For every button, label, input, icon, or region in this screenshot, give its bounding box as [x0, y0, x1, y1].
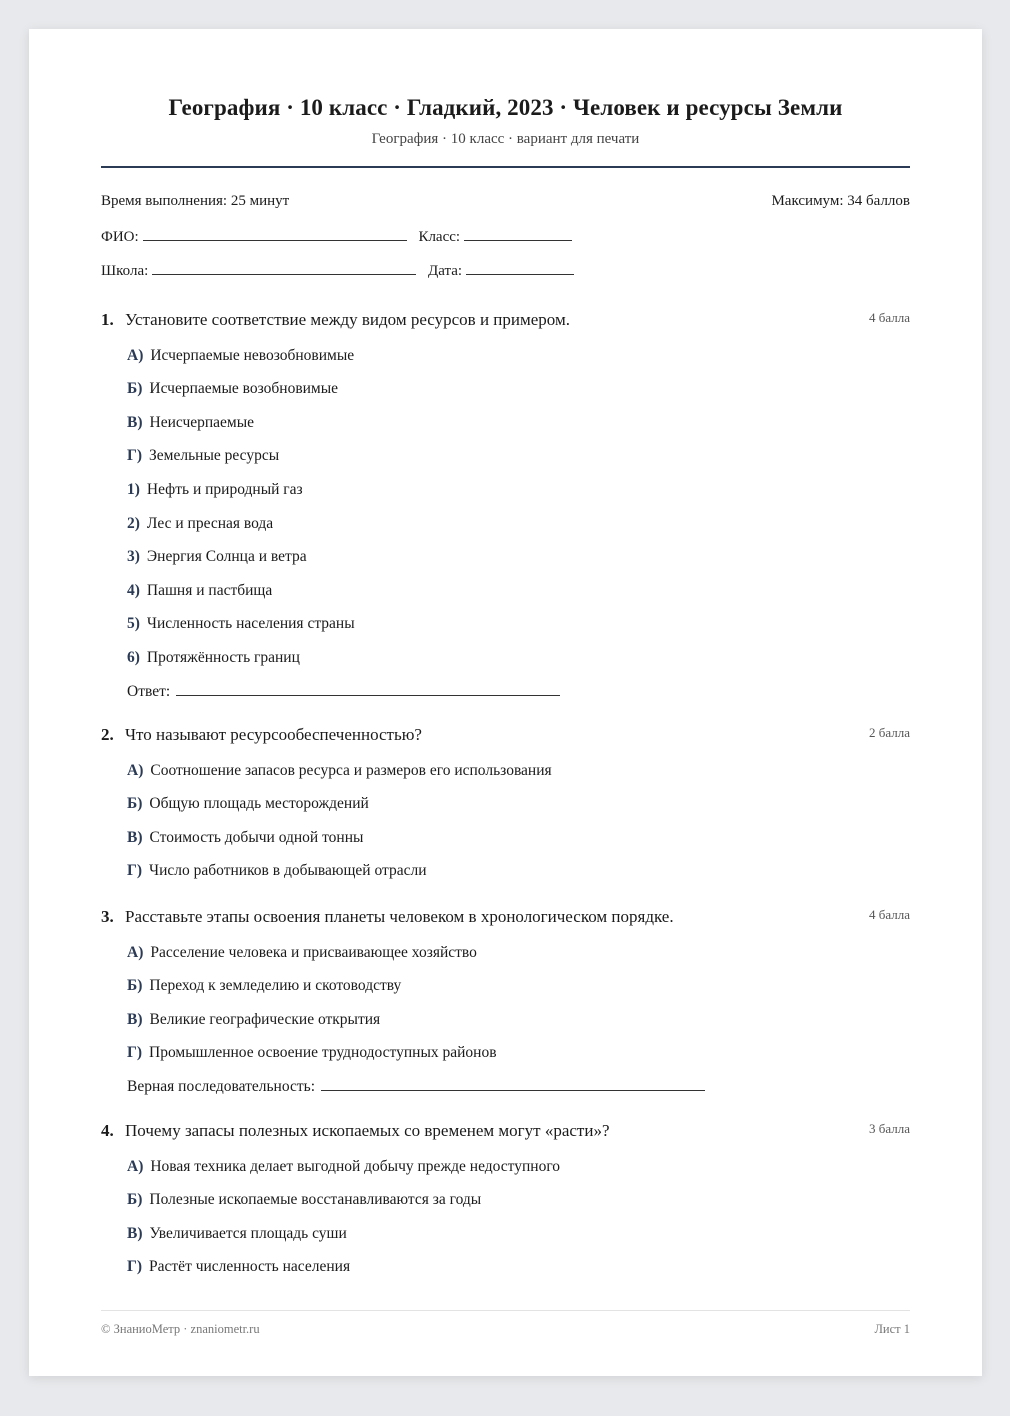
- max-score: Максимум: 34 баллов: [771, 193, 910, 209]
- option-text: Исчерпаемые невозобновимые: [150, 346, 355, 364]
- option-text: Переход к земледелию и скотоводству: [149, 977, 402, 995]
- footer-divider: [101, 1310, 910, 1311]
- option-item: [127, 411, 910, 435]
- question-points: 4 балла: [869, 907, 910, 922]
- copyright: © ЗнаниоМетр · znaniometr.ru: [101, 1322, 260, 1336]
- option-text: Энергия Солнца и ветра: [146, 548, 307, 566]
- option-label: А): [127, 761, 144, 779]
- option-item: [127, 512, 910, 536]
- option-text: Лес и пресная вода: [146, 514, 274, 532]
- page-subtitle: География · 10 класс · вариант для печати: [371, 131, 640, 147]
- option-item: [127, 344, 910, 368]
- question-points: 4 балла: [869, 310, 910, 325]
- option-item: [127, 545, 910, 569]
- option-label: А): [127, 943, 144, 961]
- option-text: Исчерпаемые возобновимые: [149, 380, 339, 398]
- option-item: [127, 646, 910, 670]
- option-text: Общую площадь месторождений: [149, 795, 369, 813]
- option-text: Стоимость добычи одной тонны: [149, 828, 364, 846]
- option-text: Увеличивается площадь суши: [149, 1224, 347, 1242]
- option-label: 5): [127, 615, 140, 633]
- class-field[interactable]: [464, 226, 572, 241]
- answer-label: Верная последовательность:: [127, 1077, 316, 1095]
- option-label: 2): [127, 514, 140, 532]
- question-text: Что называют ресурсообеспеченностью?: [125, 725, 422, 744]
- option-item: [127, 1255, 910, 1279]
- fio-label: ФИО:: [101, 229, 139, 245]
- option-text: Полезные ископаемые восстанавливаются за годы: [149, 1191, 482, 1209]
- option-text: Новая техника делает выгодной добычу прежде недоступного: [150, 1157, 561, 1175]
- option-item: [127, 1188, 910, 1212]
- option-item: [127, 444, 910, 468]
- question-header: [101, 907, 910, 931]
- option-item: [127, 579, 910, 603]
- sheet-number: Лист 1: [874, 1322, 910, 1336]
- option-text: Неисчерпаемые: [149, 413, 255, 431]
- page-title: География · 10 класс · Гладкий, 2023 · Человек и ресурсы Земли: [168, 95, 843, 120]
- option-item: [127, 1041, 910, 1065]
- answer-label: Ответ:: [127, 682, 171, 700]
- fio-field[interactable]: [143, 226, 407, 241]
- option-text: Численность населения страны: [146, 615, 355, 633]
- option-item: [127, 377, 910, 401]
- question-header: [101, 310, 910, 334]
- question-2: [101, 725, 910, 883]
- option-item: [127, 478, 910, 502]
- option-text: Великие географические открытия: [149, 1010, 381, 1028]
- option-text: Земельные ресурсы: [149, 447, 280, 465]
- option-item: [127, 859, 910, 883]
- option-label: В): [127, 413, 143, 431]
- answer-row: [127, 680, 910, 704]
- option-label: 1): [127, 480, 140, 498]
- option-label: Г): [127, 1044, 143, 1062]
- option-item: [127, 941, 910, 965]
- question-points: 2 балла: [869, 725, 910, 740]
- question-header: [101, 1121, 910, 1145]
- option-text: Расселение человека и присваивающее хозяйство: [150, 943, 477, 961]
- option-label: В): [127, 828, 143, 846]
- school-field[interactable]: [152, 260, 416, 275]
- question-number: 3.: [101, 907, 114, 926]
- question-text: Расставьте этапы освоения планеты человеком в хронологическом порядке.: [125, 907, 674, 926]
- option-label: В): [127, 1010, 143, 1028]
- option-item: [127, 1222, 910, 1246]
- question-number: 2.: [101, 725, 114, 744]
- option-text: Пашня и пастбища: [146, 581, 273, 599]
- option-label: Б): [127, 1191, 143, 1209]
- option-text: Промышленное освоение труднодоступных районов: [149, 1044, 497, 1062]
- question-text: Почему запасы полезных ископаемых со временем могут «расти»?: [125, 1121, 610, 1140]
- header-divider: [101, 166, 910, 168]
- time-limit: Время выполнения: 25 минут: [101, 193, 290, 209]
- question-text: Установите соответствие между видом ресурсов и примером.: [125, 310, 570, 329]
- option-label: 3): [127, 548, 140, 566]
- option-item: [127, 1155, 910, 1179]
- option-item: [127, 612, 910, 636]
- answer-field[interactable]: [176, 681, 560, 696]
- question-4: [101, 1121, 910, 1279]
- option-text: Соотношение запасов ресурса и размеров его использования: [150, 761, 552, 779]
- answer-field[interactable]: [321, 1076, 705, 1091]
- option-label: 6): [127, 648, 140, 666]
- option-item: [127, 974, 910, 998]
- student-info-row: [101, 226, 580, 246]
- option-label: 4): [127, 581, 140, 599]
- page-footer: [101, 1322, 910, 1337]
- question-3: [101, 907, 910, 1099]
- question-number: 1.: [101, 310, 114, 329]
- option-label: Г): [127, 862, 143, 880]
- question-1: [101, 310, 910, 704]
- option-label: В): [127, 1224, 143, 1242]
- meta-row: [101, 193, 910, 210]
- option-text: Число работников в добывающей отрасли: [149, 862, 427, 880]
- option-item: [127, 759, 910, 783]
- worksheet-page: [29, 29, 982, 1376]
- question-points: 3 балла: [869, 1121, 910, 1136]
- option-label: Б): [127, 380, 143, 398]
- option-item: [127, 1008, 910, 1032]
- option-label: Б): [127, 977, 143, 995]
- option-label: Г): [127, 447, 143, 465]
- school-label: Школа:: [101, 263, 149, 279]
- class-label: Класс:: [418, 229, 461, 245]
- option-label: А): [127, 1157, 144, 1175]
- date-field[interactable]: [466, 260, 574, 275]
- option-text: Растёт численность населения: [149, 1258, 351, 1276]
- date-label: Дата:: [428, 263, 463, 279]
- option-text: Протяжённость границ: [146, 648, 300, 666]
- option-text: Нефть и природный газ: [146, 480, 303, 498]
- school-info-row: [101, 260, 582, 280]
- question-header: [101, 725, 910, 749]
- option-label: Г): [127, 1258, 143, 1276]
- option-label: А): [127, 346, 144, 364]
- answer-row: [127, 1075, 910, 1099]
- question-number: 4.: [101, 1121, 114, 1140]
- option-item: [127, 826, 910, 850]
- option-label: Б): [127, 795, 143, 813]
- option-item: [127, 792, 910, 816]
